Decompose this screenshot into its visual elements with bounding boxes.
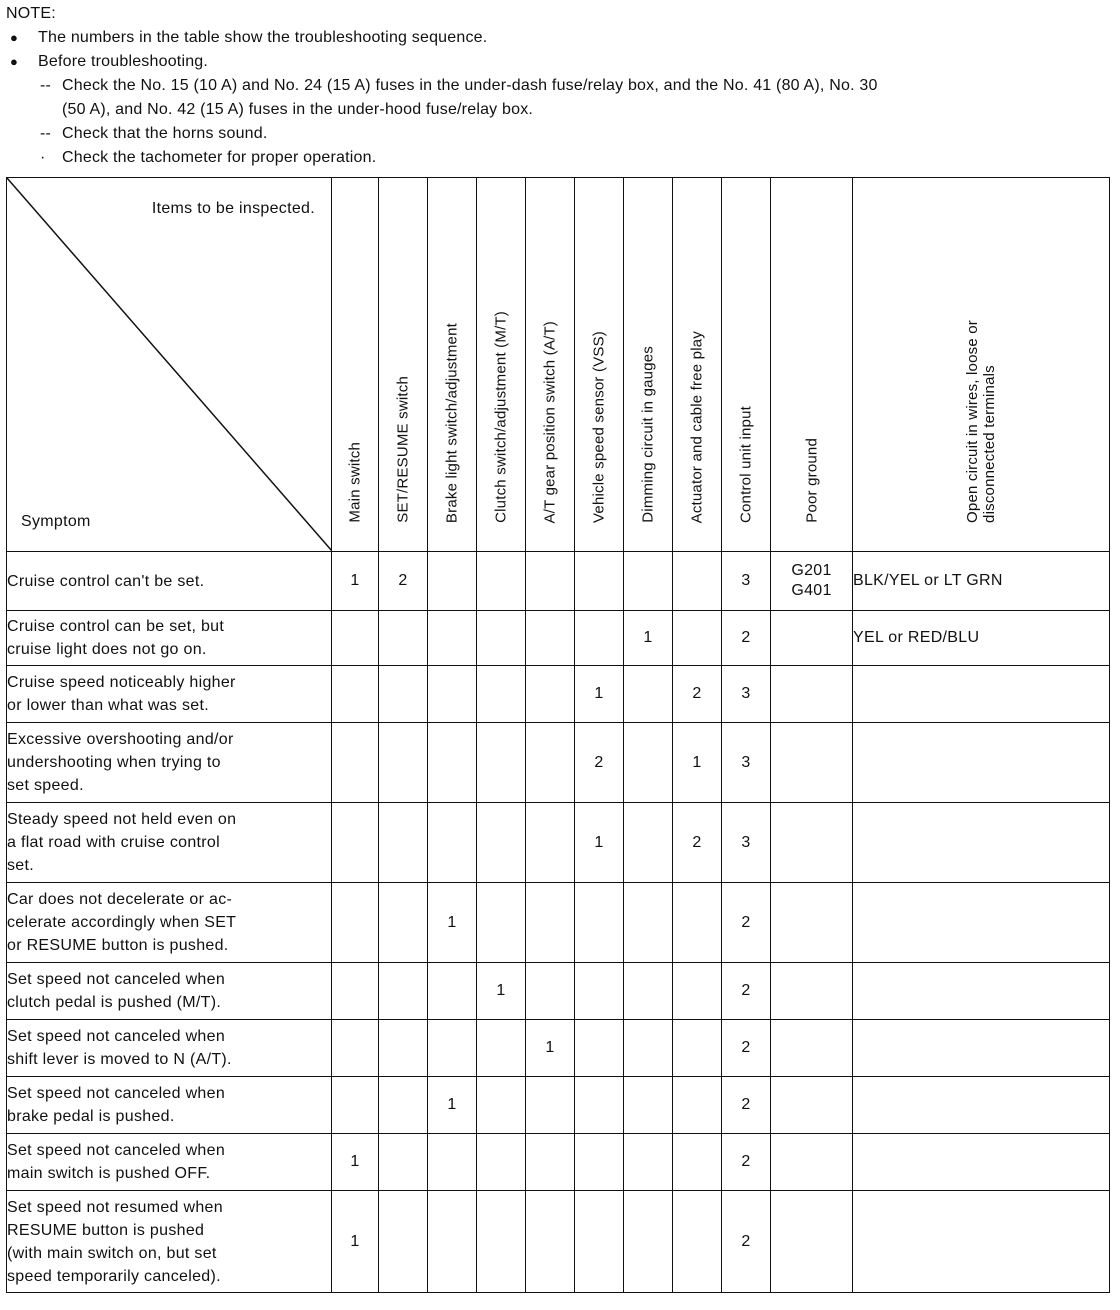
sequence-cell-control: 3 xyxy=(722,552,771,611)
sequence-cell-clutch xyxy=(477,666,526,723)
symptom-cell: Steady speed not held even on a flat road with cruise control set. xyxy=(7,803,332,883)
sequence-cell-setres xyxy=(379,1191,428,1293)
note-bullet-text: Before troubleshooting. xyxy=(38,53,209,70)
ground-cell xyxy=(771,723,853,803)
sequence-cell-clutch xyxy=(477,1191,526,1293)
symptom-cell: Set speed not resumed when RESUME button is pushed (with main switch on, but set speed temporarily canceled). xyxy=(7,1191,332,1293)
column-header-label: Main switch xyxy=(346,442,364,523)
sequence-cell-atgear xyxy=(526,552,575,611)
sequence-cell-clutch xyxy=(477,803,526,883)
sequence-cell-vss xyxy=(575,611,624,666)
sequence-cell-actuator: 1 xyxy=(673,723,722,803)
header-row xyxy=(7,178,1110,552)
ground-cell xyxy=(771,1020,853,1077)
sequence-cell-setres xyxy=(379,723,428,803)
sequence-cell-brake xyxy=(428,723,477,803)
sequence-cell-main xyxy=(332,1077,379,1134)
sequence-cell-brake xyxy=(428,963,477,1020)
note-check-item xyxy=(6,146,1114,170)
sequence-cell-control: 2 xyxy=(722,1191,771,1293)
symptom-cell: Set speed not canceled when shift lever is moved to N (A/T). xyxy=(7,1020,332,1077)
column-header xyxy=(526,178,575,552)
sequence-cell-control: 3 xyxy=(722,723,771,803)
sequence-cell-brake xyxy=(428,611,477,666)
sequence-cell-setres: 2 xyxy=(379,552,428,611)
table-row xyxy=(7,883,1110,963)
sequence-cell-dimming xyxy=(624,963,673,1020)
column-header-label: Control unit input xyxy=(737,405,755,523)
sequence-cell-main xyxy=(332,666,379,723)
sequence-cell-vss xyxy=(575,1077,624,1134)
sequence-cell-setres xyxy=(379,803,428,883)
ground-cell xyxy=(771,1134,853,1191)
sequence-cell-control: 3 xyxy=(722,803,771,883)
column-header-label: Vehicle speed sensor (VSS) xyxy=(590,331,608,523)
symptom-cell: Set speed not canceled when main switch is pushed OFF. xyxy=(7,1134,332,1191)
symptom-cell: Cruise speed noticeably higher or lower than what was set. xyxy=(7,666,332,723)
table-row xyxy=(7,1134,1110,1191)
table-row xyxy=(7,666,1110,723)
column-header xyxy=(673,178,722,552)
open-circuit-cell xyxy=(853,883,1110,963)
sequence-cell-brake: 1 xyxy=(428,883,477,963)
ground-cell xyxy=(771,963,853,1020)
open-circuit-cell xyxy=(853,666,1110,723)
note-title: NOTE: xyxy=(6,5,56,22)
sequence-cell-setres xyxy=(379,611,428,666)
column-header-label: Clutch switch/adjustment (M/T) xyxy=(492,311,510,523)
sequence-cell-clutch xyxy=(477,611,526,666)
sequence-cell-control: 2 xyxy=(722,1077,771,1134)
dot-icon: · xyxy=(40,149,46,166)
column-header-label: Brake light switch/adjustment xyxy=(443,322,461,523)
table-row xyxy=(7,1020,1110,1077)
corner-header-cell xyxy=(7,178,332,552)
sequence-cell-control: 2 xyxy=(722,611,771,666)
sequence-cell-brake xyxy=(428,666,477,723)
table-row xyxy=(7,723,1110,803)
sequence-cell-vss: 1 xyxy=(575,666,624,723)
sequence-cell-vss: 1 xyxy=(575,803,624,883)
open-circuit-cell: BLK/YEL or LT GRN xyxy=(853,552,1110,611)
sequence-cell-brake: 1 xyxy=(428,1077,477,1134)
open-circuit-cell xyxy=(853,723,1110,803)
note-bullet xyxy=(6,50,1114,74)
sequence-cell-main xyxy=(332,1020,379,1077)
corner-diagonal xyxy=(7,178,332,551)
sequence-cell-vss xyxy=(575,1134,624,1191)
sequence-cell-dimming xyxy=(624,1020,673,1077)
sequence-cell-control: 3 xyxy=(722,666,771,723)
note-bullet-text: The numbers in the table show the troubleshooting sequence. xyxy=(38,29,488,46)
column-header xyxy=(332,178,379,552)
open-circuit-cell xyxy=(853,1077,1110,1134)
sequence-cell-vss xyxy=(575,1191,624,1293)
sequence-cell-clutch xyxy=(477,1134,526,1191)
sequence-cell-setres xyxy=(379,883,428,963)
sequence-cell-control: 2 xyxy=(722,1134,771,1191)
sequence-cell-main: 1 xyxy=(332,1134,379,1191)
column-header xyxy=(771,178,853,552)
symptom-cell: Excessive overshooting and/or undershooting when trying to set speed. xyxy=(7,723,332,803)
table-row xyxy=(7,803,1110,883)
column-header-label: Actuator and cable free play xyxy=(688,330,706,523)
sequence-cell-actuator xyxy=(673,552,722,611)
column-header xyxy=(722,178,771,552)
sequence-cell-actuator xyxy=(673,611,722,666)
sequence-cell-vss xyxy=(575,552,624,611)
sequence-cell-clutch xyxy=(477,1020,526,1077)
bullet-icon: ● xyxy=(10,54,19,69)
troubleshooting-table xyxy=(6,177,1110,1293)
ground-cell xyxy=(771,883,853,963)
note-check-text: Check the tachometer for proper operation. xyxy=(62,149,377,166)
sequence-cell-setres xyxy=(379,1020,428,1077)
ground-cell xyxy=(771,666,853,723)
table-body xyxy=(7,552,1110,1293)
sequence-cell-actuator xyxy=(673,1134,722,1191)
sequence-cell-brake xyxy=(428,1020,477,1077)
sequence-cell-dimming xyxy=(624,1191,673,1293)
note-section xyxy=(6,2,1114,170)
symptom-cell: Cruise control can't be set. xyxy=(7,552,332,611)
note-check-item xyxy=(6,122,1114,146)
sequence-cell-actuator xyxy=(673,1020,722,1077)
sequence-cell-clutch: 1 xyxy=(477,963,526,1020)
symptom-cell: Set speed not canceled when brake pedal is pushed. xyxy=(7,1077,332,1134)
sequence-cell-control: 2 xyxy=(722,1020,771,1077)
sequence-cell-vss xyxy=(575,963,624,1020)
sequence-cell-clutch xyxy=(477,883,526,963)
ground-point: G201 xyxy=(791,562,832,579)
sequence-cell-setres xyxy=(379,963,428,1020)
open-circuit-cell xyxy=(853,803,1110,883)
sequence-cell-dimming: 1 xyxy=(624,611,673,666)
table-row xyxy=(7,1191,1110,1293)
sequence-cell-main xyxy=(332,963,379,1020)
sequence-cell-brake xyxy=(428,552,477,611)
sequence-cell-setres xyxy=(379,1077,428,1134)
column-header-label: SET/RESUME switch xyxy=(394,376,412,523)
sequence-cell-actuator xyxy=(673,963,722,1020)
note-check-item xyxy=(6,74,1114,98)
ground-cell xyxy=(771,803,853,883)
column-header xyxy=(624,178,673,552)
dash-icon: -- xyxy=(40,125,52,142)
ground-cell xyxy=(771,1077,853,1134)
sequence-cell-brake xyxy=(428,1134,477,1191)
sequence-cell-clutch xyxy=(477,723,526,803)
sequence-cell-setres xyxy=(379,666,428,723)
sequence-cell-actuator xyxy=(673,1077,722,1134)
table-row xyxy=(7,552,1110,611)
open-circuit-cell xyxy=(853,963,1110,1020)
note-check-text: Check the No. 15 (10 A) and No. 24 (15 A) fuses in the under-dash fuse/relay box, and the No. 41 (80 A), No. 30 xyxy=(62,77,878,94)
column-header xyxy=(428,178,477,552)
column-header xyxy=(477,178,526,552)
ground-cell xyxy=(771,1191,853,1293)
note-check-continuation: (50 A), and No. 42 (15 A) fuses in the under-hood fuse/relay box. xyxy=(62,101,534,118)
sequence-cell-actuator: 2 xyxy=(673,666,722,723)
column-header-label: Open circuit in wires, loose or disconnected terminals xyxy=(964,320,998,523)
sequence-cell-dimming xyxy=(624,1077,673,1134)
sequence-cell-main xyxy=(332,723,379,803)
sequence-cell-atgear xyxy=(526,803,575,883)
sequence-cell-dimming xyxy=(624,723,673,803)
ground-cell xyxy=(771,552,853,611)
open-circuit-cell xyxy=(853,1134,1110,1191)
column-header-label: A/T gear position switch (A/T) xyxy=(541,320,559,523)
sequence-cell-main: 1 xyxy=(332,1191,379,1293)
sequence-cell-clutch xyxy=(477,552,526,611)
column-header xyxy=(379,178,428,552)
sequence-cell-atgear xyxy=(526,1134,575,1191)
sequence-cell-actuator xyxy=(673,1191,722,1293)
sequence-cell-dimming xyxy=(624,666,673,723)
table-row xyxy=(7,1077,1110,1134)
sequence-cell-atgear xyxy=(526,611,575,666)
ground-cell xyxy=(771,611,853,666)
sequence-cell-main xyxy=(332,803,379,883)
open-circuit-cell: YEL or RED/BLU xyxy=(853,611,1110,666)
sequence-cell-setres xyxy=(379,1134,428,1191)
symptom-cell: Cruise control can be set, but cruise light does not go on. xyxy=(7,611,332,666)
table-row xyxy=(7,611,1110,666)
symptom-cell: Set speed not canceled when clutch pedal is pushed (M/T). xyxy=(7,963,332,1020)
sequence-cell-vss xyxy=(575,883,624,963)
sequence-cell-clutch xyxy=(477,1077,526,1134)
open-circuit-cell xyxy=(853,1020,1110,1077)
sequence-cell-actuator: 2 xyxy=(673,803,722,883)
column-header-label: Poor ground xyxy=(803,438,820,523)
open-circuit-cell xyxy=(853,1191,1110,1293)
sequence-cell-dimming xyxy=(624,552,673,611)
note-bullet xyxy=(6,26,1114,50)
sequence-cell-atgear xyxy=(526,1191,575,1293)
column-header xyxy=(575,178,624,552)
sequence-cell-actuator xyxy=(673,883,722,963)
dash-icon: -- xyxy=(40,77,52,94)
note-check-text: Check that the horns sound. xyxy=(62,125,268,142)
symptom-label: Symptom xyxy=(21,513,91,530)
sequence-cell-vss xyxy=(575,1020,624,1077)
sequence-cell-main xyxy=(332,611,379,666)
sequence-cell-main xyxy=(332,883,379,963)
sequence-cell-atgear xyxy=(526,883,575,963)
column-header xyxy=(853,178,1110,552)
sequence-cell-atgear xyxy=(526,723,575,803)
sequence-cell-dimming xyxy=(624,803,673,883)
sequence-cell-dimming xyxy=(624,883,673,963)
items-to-inspect-label: Items to be inspected. xyxy=(151,200,315,217)
sequence-cell-dimming xyxy=(624,1134,673,1191)
sequence-cell-atgear xyxy=(526,1077,575,1134)
sequence-cell-brake xyxy=(428,803,477,883)
sequence-cell-main: 1 xyxy=(332,552,379,611)
sequence-cell-control: 2 xyxy=(722,883,771,963)
ground-point: G401 xyxy=(791,582,832,599)
bullet-icon: ● xyxy=(10,30,19,45)
sequence-cell-vss: 2 xyxy=(575,723,624,803)
sequence-cell-atgear xyxy=(526,963,575,1020)
sequence-cell-control: 2 xyxy=(722,963,771,1020)
symptom-cell: Car does not decelerate or ac- celerate accordingly when SET or RESUME button is pushed. xyxy=(7,883,332,963)
sequence-cell-atgear xyxy=(526,666,575,723)
table-row xyxy=(7,963,1110,1020)
sequence-cell-atgear: 1 xyxy=(526,1020,575,1077)
column-header-label: Dimming circuit in gauges xyxy=(639,346,657,523)
sequence-cell-brake xyxy=(428,1191,477,1293)
